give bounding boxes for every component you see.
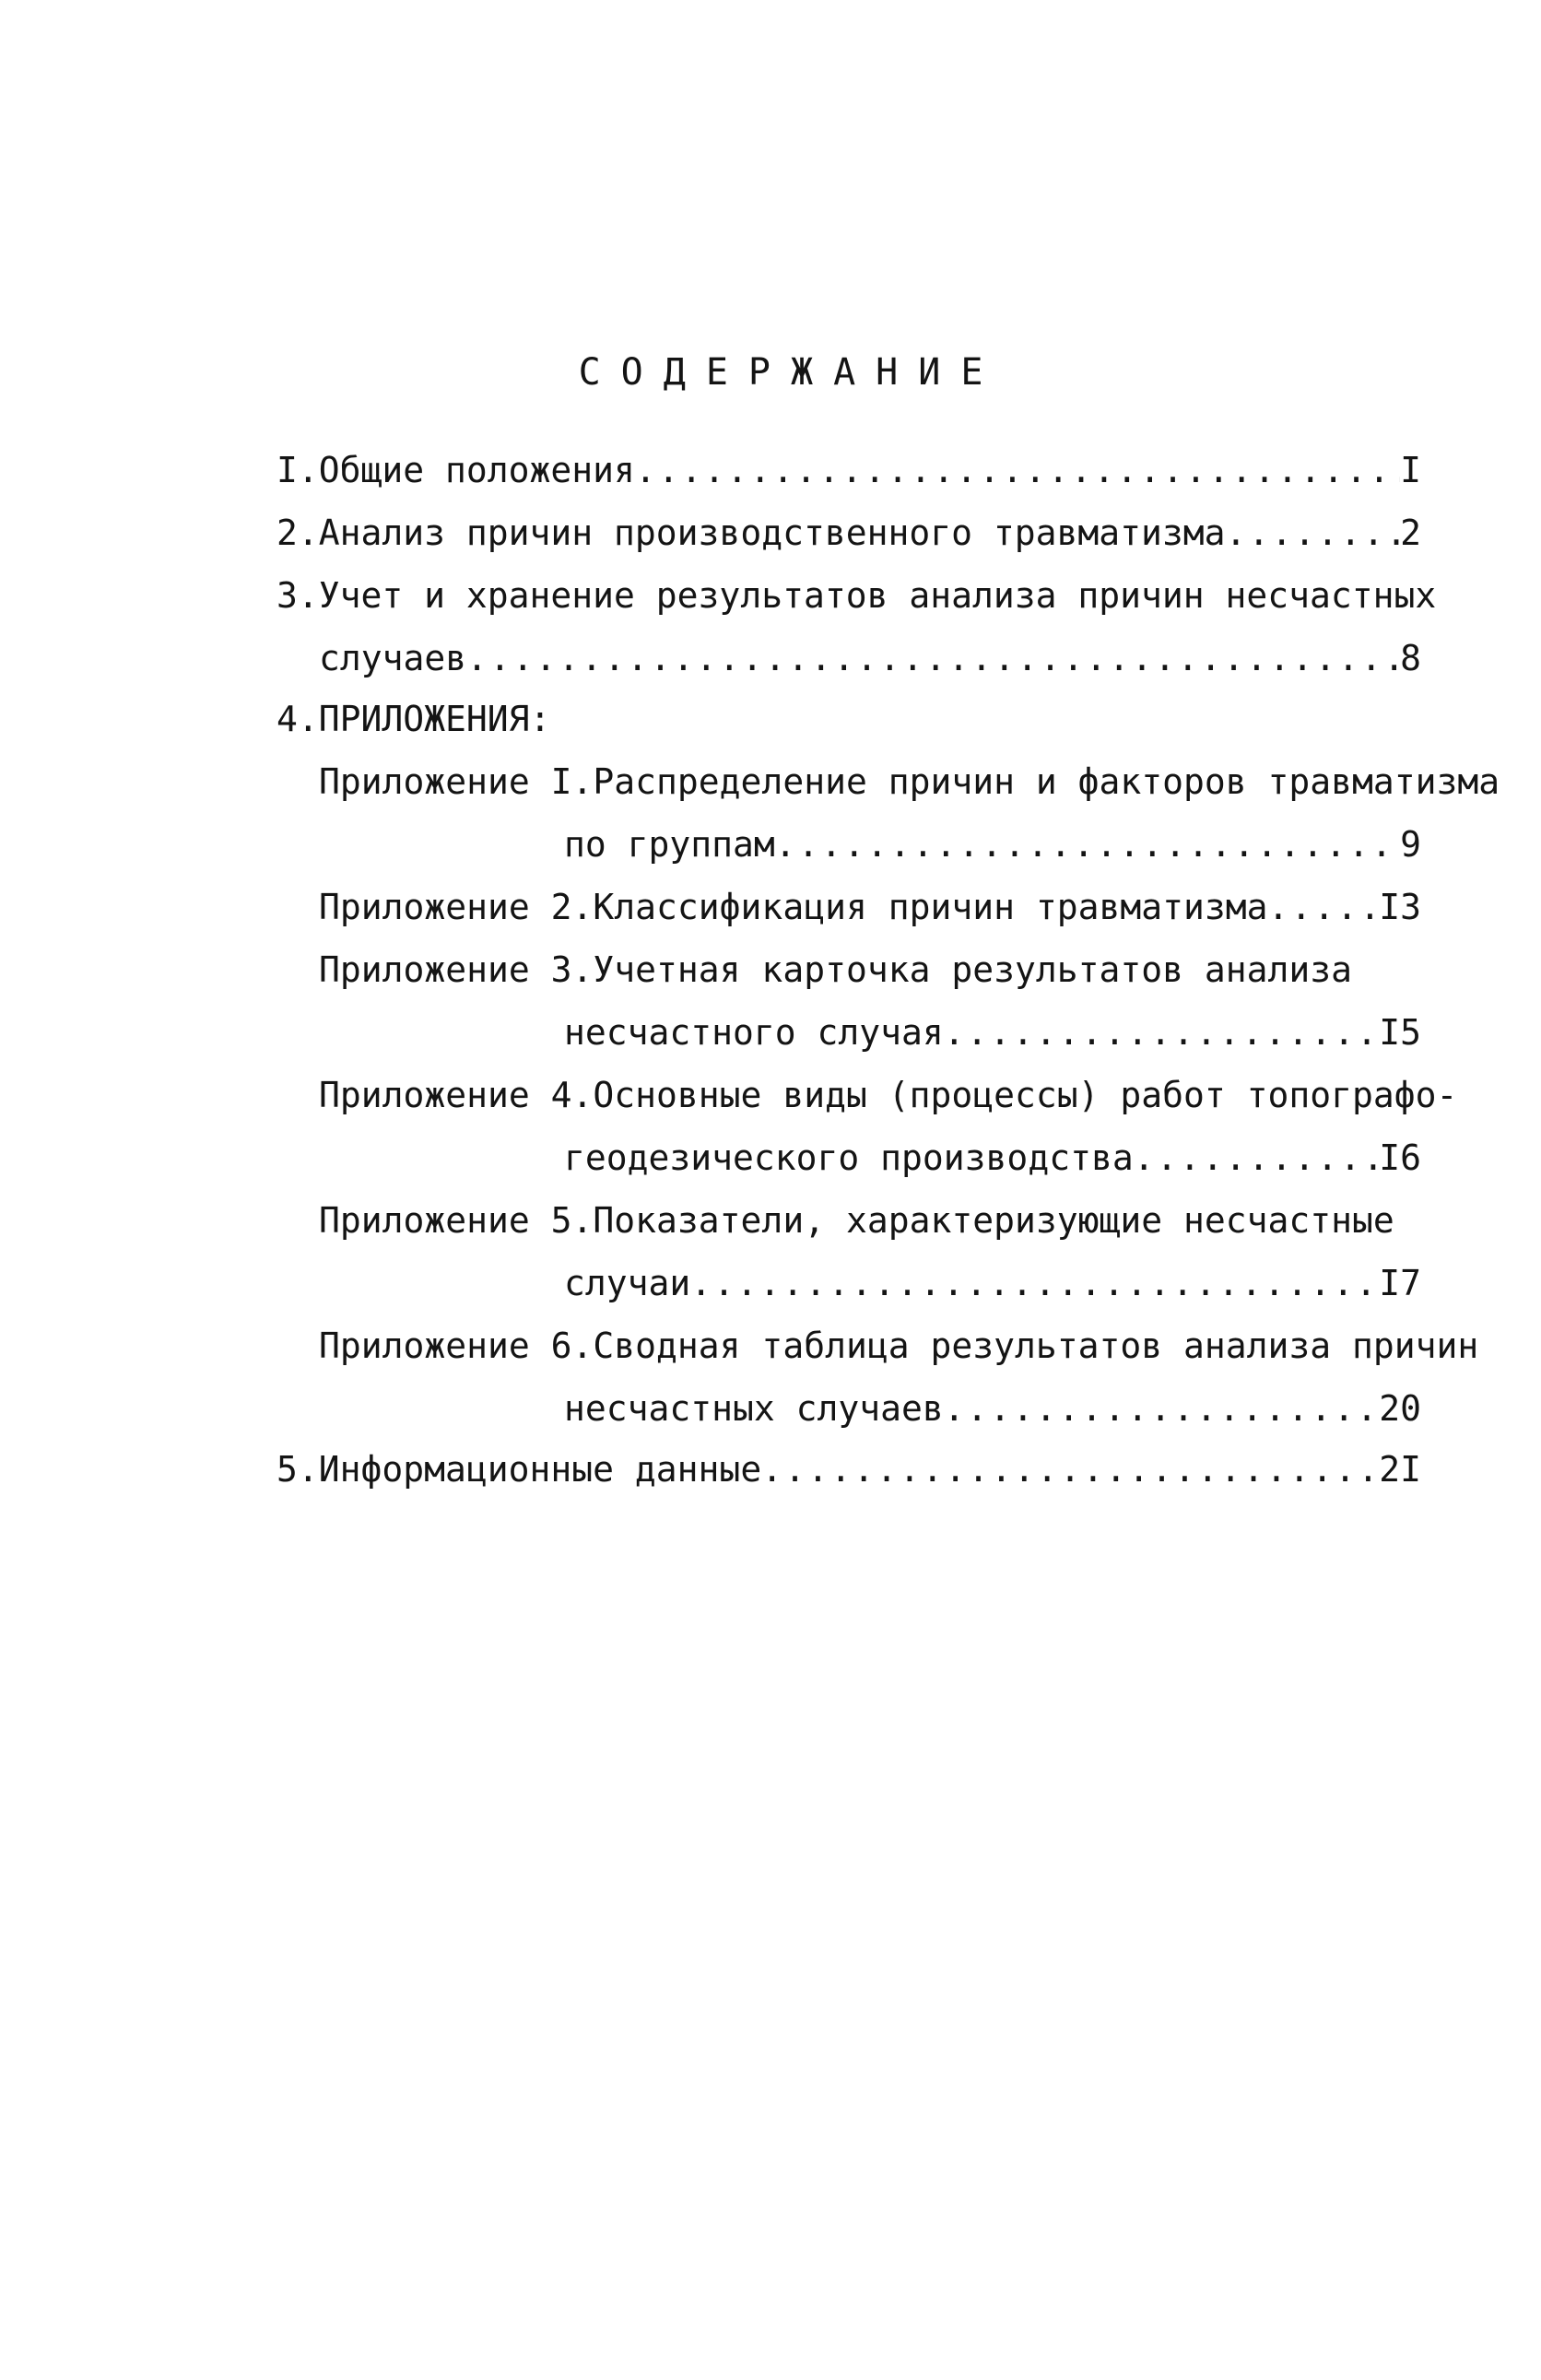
toc-page-number: 2I <box>1379 1449 1421 1490</box>
toc-appendix-6-line1 <box>319 1320 1479 1372</box>
toc-entry-text: 5.Информационные данные <box>276 1449 762 1490</box>
toc-entry-text: случаи <box>564 1263 691 1303</box>
dot-leader <box>690 1257 1379 1309</box>
toc-appendix-2 <box>319 881 1421 933</box>
toc-page-number: I7 <box>1379 1263 1421 1303</box>
dot-leader <box>1134 1132 1380 1184</box>
dot-leader <box>635 444 1400 496</box>
dot-leader <box>761 1443 1379 1495</box>
toc-entry-text: 2.Анализ причин производственного травматизма <box>276 513 1226 553</box>
dot-leader <box>1268 881 1380 933</box>
toc-entry-text: I.Общие положения <box>276 450 635 490</box>
toc-entry-2 <box>276 507 1421 559</box>
toc-entry-text: несчастного случая <box>564 1012 944 1053</box>
toc-entry-text: геодезического производства <box>564 1137 1134 1178</box>
toc-appendix-3-line2 <box>564 1007 1421 1058</box>
toc-appendix-5-line1 <box>319 1195 1421 1246</box>
toc-entry-text: Приложение 4.Основные виды (процессы) работ топографо- <box>319 1075 1458 1115</box>
toc-entry-text: несчастных случаев <box>564 1388 944 1429</box>
toc-appendix-6-line2 <box>564 1383 1421 1434</box>
dot-leader <box>944 1383 1379 1434</box>
toc-entry-text: Приложение 2.Классификация причин травматизма <box>319 887 1268 927</box>
toc-appendix-5-line2 <box>564 1257 1421 1309</box>
toc-entry-text: Приложение 3.Учетная карточка результатов анализа <box>319 949 1353 990</box>
toc-appendix-4-line2 <box>564 1132 1421 1184</box>
page-title: СОДЕРЖАНИЕ <box>578 351 1004 394</box>
toc-entry-text: Приложение I.Распределение причин и факторов травматизма <box>319 761 1500 802</box>
toc-entry-1 <box>276 444 1421 496</box>
toc-entry-text: 4.ПРИЛОЖЕНИЯ: <box>276 699 551 739</box>
toc-entry-text: случаев <box>319 638 467 678</box>
toc-appendix-1-line1 <box>319 756 1500 807</box>
toc-page-number: I5 <box>1379 1012 1421 1053</box>
toc-page-number: I <box>1400 450 1421 490</box>
toc-page-number: 8 <box>1400 638 1421 678</box>
toc-entry-text: 3.Учет и хранение результатов анализа причин несчастных <box>276 575 1437 616</box>
toc-page-number: 20 <box>1379 1388 1421 1429</box>
toc-appendix-3-line1 <box>319 944 1421 996</box>
dot-leader <box>1226 507 1401 559</box>
toc-appendix-1-line2 <box>564 819 1421 870</box>
toc-entry-4 <box>276 693 1421 745</box>
toc-page-number: 9 <box>1400 824 1421 865</box>
toc-appendix-4-line1 <box>319 1069 1458 1121</box>
dot-leader <box>944 1007 1379 1058</box>
toc-entry-text: по группам <box>564 824 775 865</box>
toc-page-number: 2 <box>1400 513 1421 553</box>
toc-entry-text: Приложение 6.Сводная таблица результатов анализа причин <box>319 1325 1479 1366</box>
toc-page-number: I3 <box>1379 887 1421 927</box>
toc-entry-text: Приложение 5.Показатели, характеризующие несчастные <box>319 1200 1394 1241</box>
dot-leader <box>775 819 1400 870</box>
toc-page-number: I6 <box>1379 1137 1421 1178</box>
toc-entry-3-line1 <box>276 570 1437 621</box>
toc-entry-3-line2 <box>319 632 1421 684</box>
toc-entry-5 <box>276 1443 1421 1495</box>
dot-leader <box>466 632 1400 684</box>
